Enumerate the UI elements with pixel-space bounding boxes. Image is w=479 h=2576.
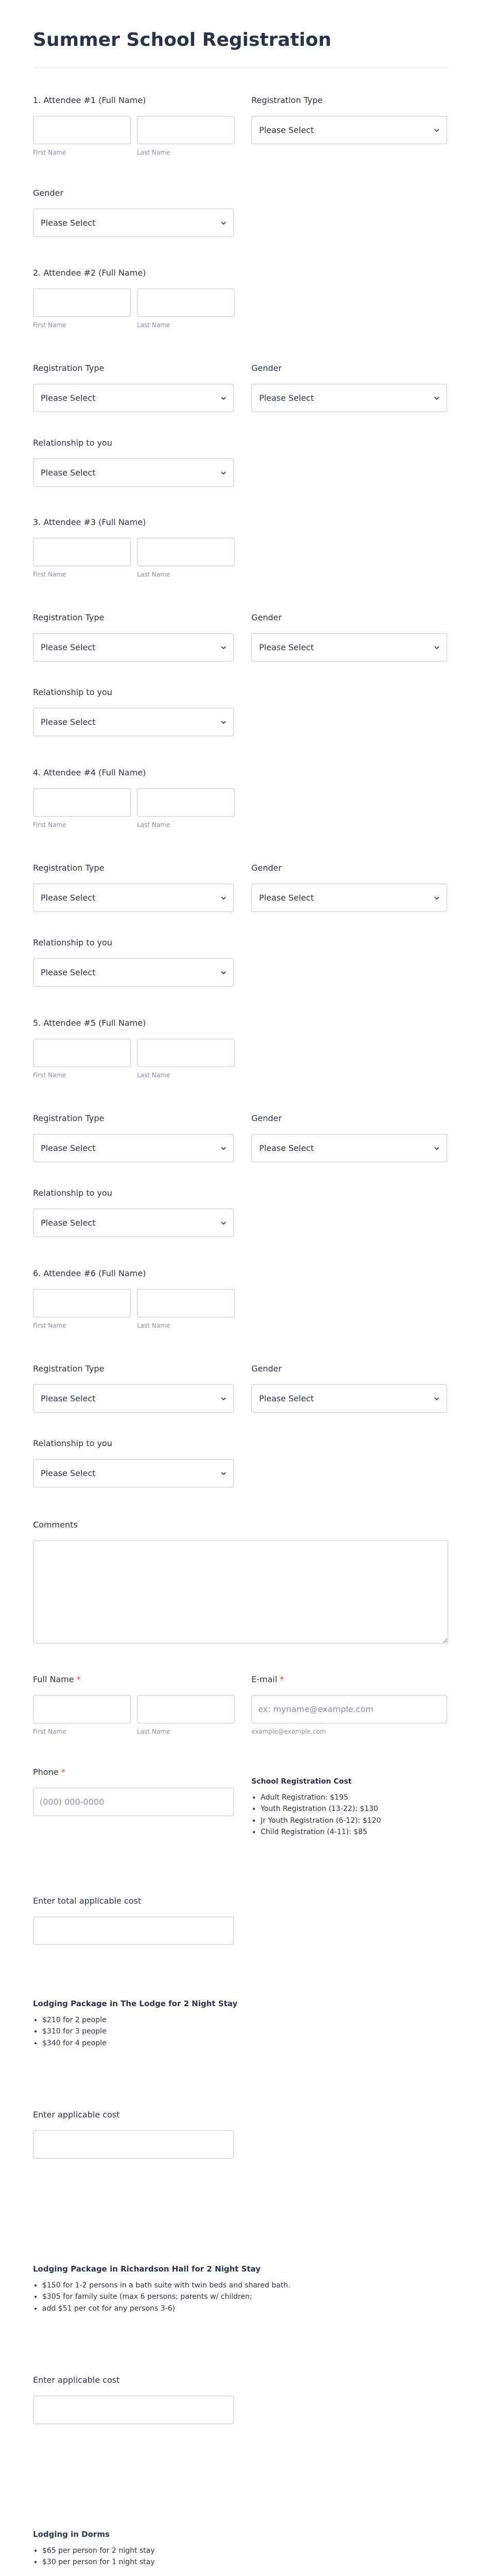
attendee-3-first-name-input[interactable]: [33, 538, 131, 566]
attendee-6-last-name-sublabel: Last Name: [137, 1322, 170, 1329]
attendee-4-first-name-input[interactable]: [33, 788, 131, 817]
select-value: Please Select: [41, 717, 96, 727]
cost-item: • Youth Registration (13-22): $130: [261, 1803, 447, 1815]
attendee-1-registration-type-select[interactable]: [251, 116, 447, 144]
select-value: Please Select: [41, 642, 96, 652]
attendee-5-first-name-sublabel: First Name: [33, 1072, 66, 1079]
attendee-4-registration-type-select[interactable]: [33, 884, 234, 912]
select-value: Please Select: [41, 218, 96, 228]
richardson-hall-package-cost-label: Enter applicable cost: [33, 2375, 120, 2385]
contact-last-name-input[interactable]: [137, 1695, 235, 1723]
cost-item: • Adult Registration: $195: [261, 1792, 447, 1803]
price-item: • $150 for 1-2 persons in a bath suite with twin beds and shared bath.: [42, 2280, 448, 2291]
attendee-2-relationship-label: Relationship to you: [33, 438, 112, 448]
attendee-6-gender-label: Gender: [251, 1364, 282, 1374]
attendee-6-registration-type-select[interactable]: [33, 1384, 234, 1413]
attendee-3-registration-type-select[interactable]: [33, 633, 234, 662]
richardson-hall-package-list: [33, 2280, 448, 2314]
attendee-2-gender-select[interactable]: [251, 384, 447, 412]
required-asterisk: *: [61, 1767, 65, 1777]
select-value: Please Select: [259, 1143, 314, 1153]
select-value: Please Select: [41, 393, 96, 403]
select-value: Please Select: [41, 1394, 96, 1403]
attendee-2-registration-type-select[interactable]: [33, 384, 234, 412]
attendee-1-first-name-input[interactable]: [33, 116, 131, 144]
chevron-down-icon: [221, 1146, 226, 1151]
attendee-5-registration-type-select[interactable]: [33, 1134, 234, 1162]
attendee-5-last-name-input[interactable]: [137, 1039, 235, 1067]
chevron-down-icon: [221, 970, 226, 975]
select-value: Please Select: [41, 1218, 96, 1228]
select-value: Please Select: [41, 968, 96, 977]
chevron-down-icon: [434, 1146, 439, 1151]
email-input[interactable]: [251, 1695, 447, 1723]
chevron-down-icon: [221, 645, 226, 650]
contact-first-name-sublabel: First Name: [33, 1728, 66, 1735]
attendee-3-first-name-sublabel: First Name: [33, 571, 66, 578]
chevron-down-icon: [221, 1396, 226, 1401]
chevron-down-icon: [221, 1471, 226, 1476]
total-cost-label: Enter total applicable cost: [33, 1896, 142, 1906]
required-asterisk: *: [76, 1674, 81, 1684]
attendee-1-last-name-sublabel: Last Name: [137, 149, 170, 156]
attendee-3-gender-select[interactable]: [251, 633, 447, 662]
attendee-1-gender-select[interactable]: [33, 209, 234, 237]
attendee-4-registration-type-label: Registration Type: [33, 863, 105, 873]
attendee-2-relationship-select[interactable]: [33, 459, 234, 487]
chevron-down-icon: [221, 1221, 226, 1226]
price-item: • add $51 per cot for any persons 3-6): [42, 2303, 448, 2314]
page-title: Summer School Registration: [33, 29, 332, 50]
attendee-4-last-name-sublabel: Last Name: [137, 821, 170, 828]
attendee-2-first-name-sublabel: First Name: [33, 321, 66, 329]
select-value: Please Select: [259, 393, 314, 403]
chevron-down-icon: [221, 221, 226, 226]
attendee-1-registration-type-label: Registration Type: [251, 95, 323, 105]
attendee-5-last-name-sublabel: Last Name: [137, 1072, 170, 1079]
attendee-2-first-name-input[interactable]: [33, 289, 131, 317]
select-value: Please Select: [259, 642, 314, 652]
attendee-3-last-name-sublabel: Last Name: [137, 571, 170, 578]
attendee-4-gender-select[interactable]: [251, 884, 447, 912]
chevron-down-icon: [221, 720, 226, 725]
attendee-3-label: 3. Attendee #3 (Full Name): [33, 517, 146, 527]
attendee-4-gender-label: Gender: [251, 863, 282, 873]
required-asterisk: *: [280, 1674, 284, 1684]
chevron-down-icon: [221, 470, 226, 476]
school-registration-cost-block: [251, 1777, 447, 1838]
richardson-hall-package-cost-input[interactable]: [33, 2396, 234, 2424]
attendee-1-gender-label: Gender: [33, 188, 63, 198]
price-item: • $340 for 4 people: [42, 2038, 448, 2049]
attendee-1-last-name-input[interactable]: [137, 116, 235, 144]
attendee-4-label: 4. Attendee #4 (Full Name): [33, 768, 146, 777]
select-value: Please Select: [41, 893, 96, 903]
select-value: Please Select: [41, 1143, 96, 1153]
attendee-2-gender-label: Gender: [251, 363, 282, 373]
chevron-down-icon: [434, 645, 439, 650]
lodge-package-title: Lodging Package in The Lodge for 2 Night Stay: [33, 1999, 238, 2008]
chevron-down-icon: [434, 396, 439, 401]
cost-item: • Child Registration (4-11): $85: [261, 1826, 447, 1838]
attendee-5-gender-select[interactable]: [251, 1134, 447, 1162]
attendee-4-relationship-label: Relationship to you: [33, 938, 112, 947]
chevron-down-icon: [434, 128, 439, 133]
attendee-2-last-name-input[interactable]: [137, 289, 235, 317]
select-value: Please Select: [41, 1468, 96, 1478]
attendee-3-relationship-select[interactable]: [33, 708, 234, 736]
attendee-1-label: 1. Attendee #1 (Full Name): [33, 95, 146, 105]
attendee-6-first-name-input[interactable]: [33, 1289, 131, 1317]
price-item: • $310 for 3 people: [42, 2026, 448, 2037]
attendee-6-last-name-input[interactable]: [137, 1289, 235, 1317]
chevron-down-icon: [434, 1396, 439, 1401]
attendee-3-last-name-input[interactable]: [137, 538, 235, 566]
richardson-hall-package-block: [33, 2264, 448, 2314]
price-item: • $210 for 2 people: [42, 2014, 448, 2026]
price-item: • $30 per person for 1 night stay: [42, 2556, 448, 2568]
lodge-package-cost-input[interactable]: [33, 2130, 234, 2159]
attendee-5-relationship-label: Relationship to you: [33, 1188, 112, 1198]
attendee-5-relationship-select[interactable]: [33, 1209, 234, 1237]
attendee-2-label: 2. Attendee #2 (Full Name): [33, 268, 146, 278]
select-value: Please Select: [41, 468, 96, 478]
chevron-down-icon: [221, 895, 226, 901]
select-value: Please Select: [259, 125, 314, 135]
full-name-label: Full Name *: [33, 1674, 81, 1684]
select-value: Please Select: [259, 1394, 314, 1403]
attendee-4-relationship-select[interactable]: [33, 958, 234, 987]
lodge-package-block: [33, 1999, 448, 2049]
school-registration-cost-list: [251, 1792, 447, 1838]
attendee-3-registration-type-label: Registration Type: [33, 613, 105, 622]
contact-last-name-sublabel: Last Name: [137, 1728, 170, 1735]
total-cost-input[interactable]: [33, 1917, 234, 1945]
dorms-lodging-list: [33, 2545, 448, 2568]
contact-first-name-input[interactable]: [33, 1695, 131, 1723]
chevron-down-icon: [221, 396, 226, 401]
attendee-2-last-name-sublabel: Last Name: [137, 321, 170, 329]
attendee-6-relationship-label: Relationship to you: [33, 1438, 112, 1448]
attendee-6-registration-type-label: Registration Type: [33, 1364, 105, 1374]
phone-label: Phone *: [33, 1767, 65, 1777]
school-registration-cost-title: School Registration Cost: [251, 1777, 352, 1786]
attendee-4-last-name-input[interactable]: [137, 788, 235, 817]
attendee-5-registration-type-label: Registration Type: [33, 1113, 105, 1123]
attendee-3-gender-label: Gender: [251, 613, 282, 622]
dorms-lodging-title: Lodging in Dorms: [33, 2530, 110, 2539]
attendee-6-first-name-sublabel: First Name: [33, 1322, 66, 1329]
lodge-package-cost-label: Enter applicable cost: [33, 2110, 120, 2120]
attendee-6-label: 6. Attendee #6 (Full Name): [33, 1268, 146, 1278]
price-item: • $305 for family suite (max 6 persons; parents w/ children;: [42, 2291, 448, 2302]
attendee-5-first-name-input[interactable]: [33, 1039, 131, 1067]
comments-label: Comments: [33, 1520, 78, 1530]
dorms-lodging-block: [33, 2530, 448, 2568]
cost-item: • Jr Youth Registration (6-12): $120: [261, 1815, 447, 1826]
attendee-6-relationship-select[interactable]: [33, 1459, 234, 1487]
lodge-package-list: [33, 2014, 448, 2049]
attendee-3-relationship-label: Relationship to you: [33, 687, 112, 697]
attendee-1-first-name-sublabel: First Name: [33, 149, 66, 156]
attendee-5-gender-label: Gender: [251, 1113, 282, 1123]
email-label: E-mail *: [251, 1674, 284, 1684]
attendee-2-registration-type-label: Registration Type: [33, 363, 105, 373]
price-item: • $65 per person for 2 night stay: [42, 2545, 448, 2556]
email-sublabel: example@example.com: [251, 1728, 326, 1735]
richardson-hall-package-title: Lodging Package in Richardson Hall for 2 Night Stay: [33, 2264, 261, 2274]
chevron-down-icon: [434, 895, 439, 901]
attendee-4-first-name-sublabel: First Name: [33, 821, 66, 828]
attendee-6-gender-select[interactable]: [251, 1384, 447, 1413]
comments-textarea[interactable]: [33, 1540, 448, 1643]
attendee-5-label: 5. Attendee #5 (Full Name): [33, 1018, 146, 1028]
select-value: Please Select: [259, 893, 314, 903]
phone-input[interactable]: [33, 1788, 234, 1816]
